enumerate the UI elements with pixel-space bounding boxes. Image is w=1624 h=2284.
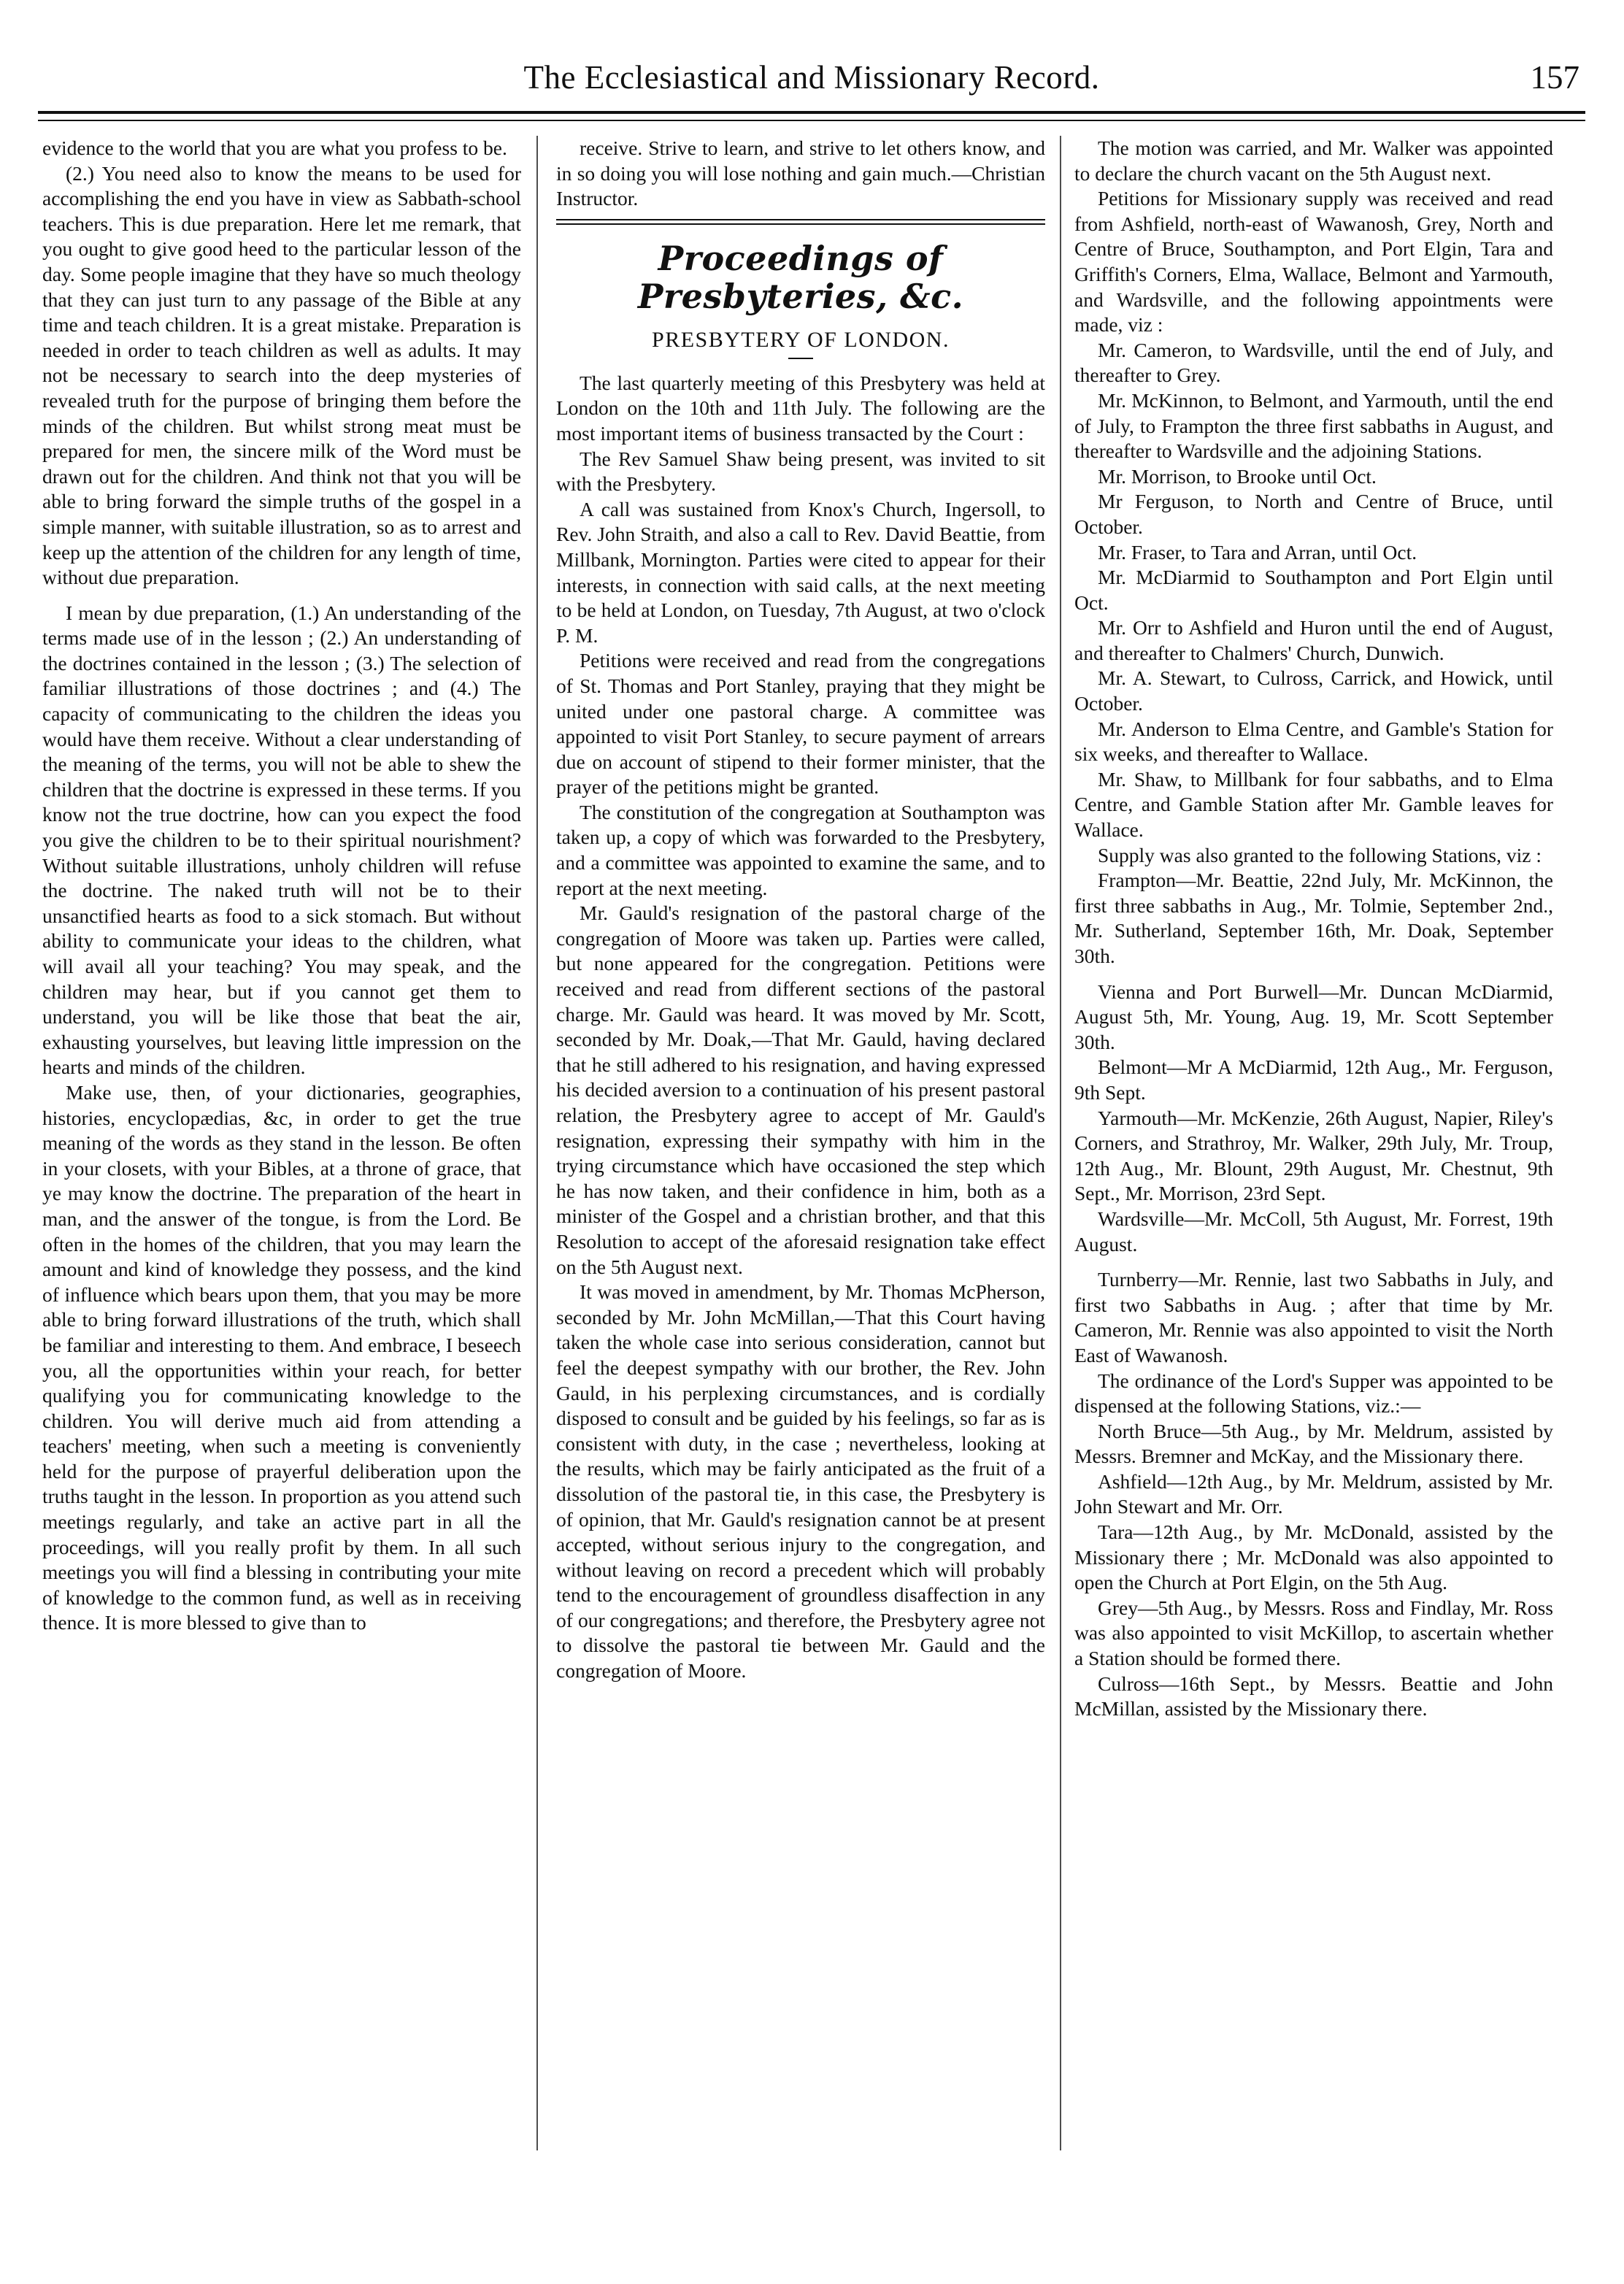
- paragraph: Mr. Fraser, to Tara and Arran, until Oct.: [1098, 540, 1417, 564]
- paragraph: evidence to the world that you are what you profess to be.: [42, 136, 507, 159]
- paragraph: It was moved in amendment, by Mr. Thomas McPherson, seconded by Mr. John McMillan,—That this Court having taken the whole case into serious consideration, cannot but feel the deepest sympathy with our brother, the Rev. John Gauld, in his perplexing circumstances, and is cordially disposed to consult and be guided by his feelings, so far as is consistent with duty, in the case ; nevertheless, looking at the results, which may be fairly anticipated as the fruit of a dissolution of the pastoral tie, in this case, the Presbytery is of opinion, that Mr. Gauld's resignation cannot be at present accepted, without serious injury to the congregation, and without leaving on record a precedent which will probably tend to the encouragement of groundless disaffection in any of our congregations; and therefore, the Presbytery agree not to dissolve the pastoral tie between Mr. Gauld and the congregation of Moore.: [556, 1280, 1045, 1683]
- header-rule-thin: [38, 120, 1585, 121]
- paragraph: Belmont—Mr A McDiarmid, 12th Aug., Mr. Ferguson, 9th Sept.: [1074, 1056, 1553, 1104]
- paragraph: The last quarterly meeting of this Presbytery was held at London on the 10th and 11th July. The following are the most important items of business transacted by the Court :: [556, 371, 1045, 445]
- paragraph: Wardsville—Mr. McColl, 5th August, Mr. Forrest, 19th August.: [1074, 1207, 1553, 1256]
- page-header: [38, 58, 1585, 114]
- paragraph: Mr. Shaw, to Millbank for four sabbaths, and to Elma Centre, and Gamble Station after Mr. Gamble leaves for Wallace.: [1074, 767, 1553, 842]
- header-rule-thick: [38, 111, 1585, 114]
- paragraph: Mr. A. Stewart, to Culross, Carrick, and Howick, until October.: [1074, 666, 1553, 715]
- paragraph: (2.) You need also to know the means to be used for accomplishing the end you have in view as Sabbath-school teachers. This is due preparation. Here let me remark, that you ought to give good heed to the particular lesson of the day. Some people imagine that they have so much theology that they can just turn to any passage of the Bible at any time and teach children. It is a great mistake. Preparation is needed in order to teach children as well as adults. It may not be necessary to search into the deep mysteries of revealed truth for the purpose of bringing them before the minds of the children. But whilst strong meat must be prepared for men, the sincere milk of the Word must be drawn out for the children. And think not that you will be able to bring forward the simple truths of the gospel in a simple manner, with suitable illustration, so as to arrest and keep up the attention of the children for any length of time, without due preparation.: [42, 161, 521, 589]
- paragraph: Ashfield—12th Aug., by Mr. Meldrum, assisted by Mr. John Stewart and Mr. Orr.: [1074, 1469, 1553, 1518]
- section-heading: Proceedings of Presbyteries, &c.: [637, 238, 964, 316]
- paragraph: The Rev Samuel Shaw being present, was invited to sit with the Presbytery.: [556, 447, 1045, 496]
- paragraph: I mean by due preparation, (1.) An understanding of the terms made use of in the lesson ; (2.) An understanding of the doctrines contained in the lesson ; (3.) The selection of familiar illustrations of those doctrines ; and (4.) The capacity of communicating to the children the ideas you would have them receive. Without a clear understanding of the meaning of the terms, you will not be able to shew the children that the doctrine is expressed in these terms. If you know not the true doctrine, how can you expect the food you give the children to be to their spiritual nourishment? Without suitable illustrations, unholy children will refuse the doctrine. The naked truth will not be to their unsanctified hearts as food to a sick stomach. But without ability to communicate your ideas to the children, what will avail all your teaching? You may speak, and the children may hear, but if you cannot get them to understand, you will be like those that beat the air, exhausting yourselves, but leaving little impression on the hearts and minds of the children.: [42, 601, 521, 1079]
- subsection-heading: PRESBYTERY OF LONDON.: [652, 327, 950, 352]
- paragraph: receive. Strive to learn, and strive to let others know, and in so doing you will lose nothing and gain much.—Christian Instructor.: [556, 136, 1045, 210]
- paragraph: Mr. McKinnon, to Belmont, and Yarmouth, until the end of July, to Frampton the three first sabbaths in August, and thereafter to Wardsville and the adjoining Stations.: [1074, 388, 1553, 463]
- heading-dash: [788, 358, 813, 359]
- paragraph: Mr. Gauld's resignation of the pastoral charge of the congregation of Moore was taken up. Parties were called, but none appeared for the congregation. Petitions were received and read from different sections of the pastoral charge. Mr. Gauld was heard. It was moved by Mr. Scott, seconded by Mr. Doak,—That Mr. Gauld, having declared that he still adhered to his resignation, and having expressed his decided aversion to a continuation of his present pastoral relation, the Presbytery agree to accept of Mr. Gauld's resignation, expressing their sympathy with him in the trying circumstance which have occasioned the step which he has now taken, and their confidence in him, both as a minister of the Gospel and a christian brother, and that this Resolution to accept of the aforesaid resignation take effect on the 5th August next.: [556, 901, 1045, 1278]
- paragraph: The ordinance of the Lord's Supper was appointed to be dispensed at the following Stations, viz.:—: [1074, 1369, 1553, 1418]
- column-right: [1074, 136, 1553, 1722]
- paragraph: Yarmouth—Mr. McKenzie, 26th August, Napier, Riley's Corners, and Strathroy, Mr. Walker, 29th July, Mr. Troup, 12th Aug., Mr. Blount, 29th August, Mr. Chestnut, 9th Sept., Mr. Morrison, 23rd Sept.: [1074, 1106, 1553, 1205]
- paragraph: Tara—12th Aug., by Mr. McDonald, assisted by the Missionary there ; Mr. McDonald was also appointed to open the Church at Port Elgin, on the 5th Aug.: [1074, 1520, 1553, 1594]
- section-divider: [556, 219, 1045, 225]
- paragraph: Mr Ferguson, to North and Centre of Bruce, until October.: [1074, 490, 1553, 538]
- paragraph: Vienna and Port Burwell—Mr. Duncan McDiarmid, August 5th, Mr. Young, Aug. 19, Mr. Scott September 30th.: [1074, 980, 1553, 1053]
- column-divider: [1060, 136, 1061, 2150]
- paragraph: Mr. Cameron, to Wardsville, until the end of July, and thereafter to Grey.: [1074, 338, 1553, 387]
- paragraph: Mr. Morrison, to Brooke until Oct.: [1098, 464, 1377, 488]
- paragraph: Grey—5th Aug., by Messrs. Ross and Findlay, Mr. Ross was also appointed to visit McKillop, to ascertain whether a Station should be formed there.: [1074, 1596, 1553, 1670]
- column-middle: [556, 136, 1045, 1684]
- column-left: [42, 136, 521, 1636]
- paragraph: North Bruce—5th Aug., by Mr. Meldrum, assisted by Messrs. Bremner and McKay, and the Missionary there.: [1074, 1419, 1553, 1468]
- paragraph: Petitions were received and read from the congregations of St. Thomas and Port Stanley, praying that they might be united under one pastoral charge. A committee was appointed to visit Port Stanley, to secure payment of arrears due on account of stipend to their former minister, that the prayer of the petitions might be granted.: [556, 649, 1045, 799]
- paragraph: Petitions for Missionary supply was received and read from Ashfield, north-east of Wawanosh, Grey, North and Centre of Bruce, Southampton, and Port Elgin, Tara and Griffith's Corners, Elma, Wallace, Belmont and Yarmouth, and Wardsville, and the following appointments were made, viz :: [1074, 187, 1553, 337]
- paragraph: Mr. Orr to Ashfield and Huron until the end of August, and thereafter to Chalmers' Church, Dunwich.: [1074, 616, 1553, 664]
- running-title: The Ecclesiastical and Missionary Record.: [523, 59, 1100, 96]
- paragraph: The constitution of the congregation at Southampton was taken up, a copy of which was forwarded to the Presbytery, and a committee was appointed to examine the same, and to report at the next meeting.: [556, 800, 1045, 899]
- paragraph: Turnberry—Mr. Rennie, last two Sabbaths in July, and first two Sabbaths in Aug. ; after that time by Mr. Cameron, Mr. Rennie was also appointed to visit the North East of Wawanosh.: [1074, 1268, 1553, 1366]
- paragraph: Culross—16th Sept., by Messrs. Beattie and John McMillan, assisted by the Missionary there.: [1074, 1672, 1553, 1720]
- paragraph: Frampton—Mr. Beattie, 22nd July, Mr. McKinnon, the first three sabbaths in Aug., Mr. Tolmie, September 2nd., Mr. Sutherland, September 16th, Mr. Doak, September 30th.: [1074, 869, 1553, 967]
- paragraph: A call was sustained from Knox's Church, Ingersoll, to Rev. John Straith, and also a call to Rev. David Beattie, from Millbank, Mornington. Parties were cited to appear for their interests, in connection with said calls, at the next meeting to be held at London, on Tuesday, 7th August, at two o'clock P. M.: [556, 497, 1045, 647]
- paragraph: Mr. McDiarmid to Southampton and Port Elgin until Oct.: [1074, 566, 1553, 614]
- paragraph: Supply was also granted to the following Stations, viz :: [1098, 843, 1542, 866]
- column-divider: [536, 136, 538, 2150]
- paragraph: The motion was carried, and Mr. Walker was appointed to declare the church vacant on the 5th August next.: [1074, 136, 1553, 185]
- page-number: 157: [1530, 59, 1579, 96]
- paragraph: Mr. Anderson to Elma Centre, and Gamble's Station for six weeks, and thereafter to Wallace.: [1074, 717, 1553, 766]
- paragraph: Make use, then, of your dictionaries, geographies, histories, encyclopædias, &c, in order to get the true meaning of the words as they stand in the lesson. Be often in your closets, with your Bibles, at a throne of grace, that ye may know the doctrine. The preparation of the heart in man, and the answer of the tongue, is from the Lord. Be often in the homes of the children, that you may learn the amount and kind of knowledge they possess, and the kind of influence which bears upon them, that you may be more able to bring forward illustrations of the truth, which shall be familiar and interesting to them. And embrace, I beseech you, all the opportunities within your reach, for better qualifying you for communicating knowledge to the children. You will derive much aid from attending a teachers' meeting, when such a meeting is conveniently held for the purpose of prayerful deliberation upon the truths taught in the lesson. In proportion as you attend such meetings regularly, and take an active part in all the proceedings, will you really profit by them. In all such meetings you will find a blessing in contributing your mite of knowledge to the common fund, as well as in receiving thence. It is more blessed to give than to: [42, 1080, 521, 1634]
